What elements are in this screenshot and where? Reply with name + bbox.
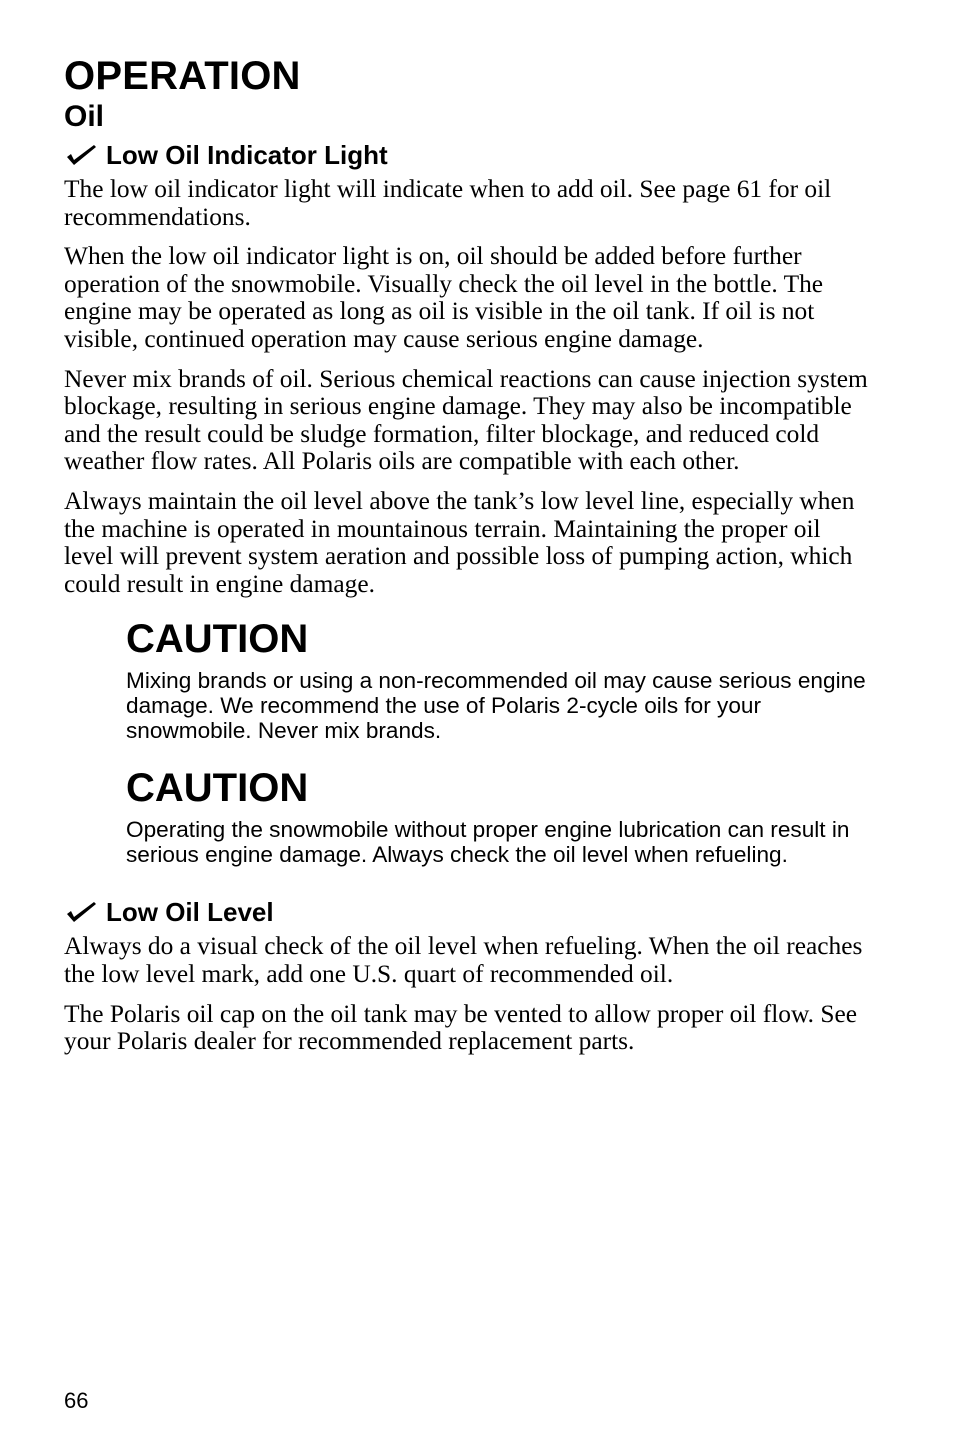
indicator-paragraph-1: The low oil indicator light will indicate when to add oil. See page 61 for oil recommendations. xyxy=(64,175,832,231)
caution-box-1 xyxy=(126,616,870,743)
caution-box-2 xyxy=(126,765,870,867)
caution-title: CAUTION xyxy=(126,766,309,811)
level-paragraph-2: The Polaris oil cap on the oil tank may be vented to allow proper oil flow. See your Polaris dealer for recommended replacement parts. xyxy=(64,999,858,1056)
checkmark-icon xyxy=(64,900,98,924)
low-level-heading-text: Low Oil Level xyxy=(106,897,274,928)
low-level-heading xyxy=(64,897,870,927)
indicator-paragraph-3: Never mix brands of oil. Serious chemical reactions can cause injection system blockage, resulting in serious engine damage. They may also be incompatible and the result could be sludge formation, filter blockage, and reduced cold weather flow rates. All Polaris oils are compatible with each other. xyxy=(64,364,868,476)
caution-body: Operating the snowmobile without proper engine lubrication can result in serious engine damage. Always check the oil level when refueling. xyxy=(126,817,850,868)
indicator-heading xyxy=(64,140,870,170)
page-number: 66 xyxy=(64,1388,89,1413)
indicator-paragraph-2: When the low oil indicator light is on, oil should be added before further operation of the snowmobile. Visually check the oil level in the bottle. The engine may be operated as long as oil is visible in the oil tank. If oil is not visible, continued operation may cause serious engine damage. xyxy=(64,242,824,353)
indicator-heading-text: Low Oil Indicator Light xyxy=(106,140,388,170)
level-paragraph-1: Always do a visual check of the oil level when refueling. When the oil reaches the low level mark, add one U.S. quart of recommended oil. xyxy=(64,932,863,988)
indicator-paragraph-4: Always maintain the oil level above the tank’s low level line, especially when the machine is operated in mountainous terrain. Maintaining the proper oil level will prevent system aeration and possible loss of pumping action, which could result in engine damage. xyxy=(64,486,855,598)
checkmark-icon xyxy=(64,143,98,167)
caution-title: CAUTION xyxy=(126,617,309,662)
page-content xyxy=(64,52,870,1068)
section-title: OPERATION xyxy=(64,54,301,98)
subsection-title: Oil xyxy=(64,100,105,133)
caution-body: Mixing brands or using a non-recommended oil may cause serious engine damage. We recommend the use of Polaris 2-cycle oils for your snowmobile. Never mix brands. xyxy=(126,668,866,744)
